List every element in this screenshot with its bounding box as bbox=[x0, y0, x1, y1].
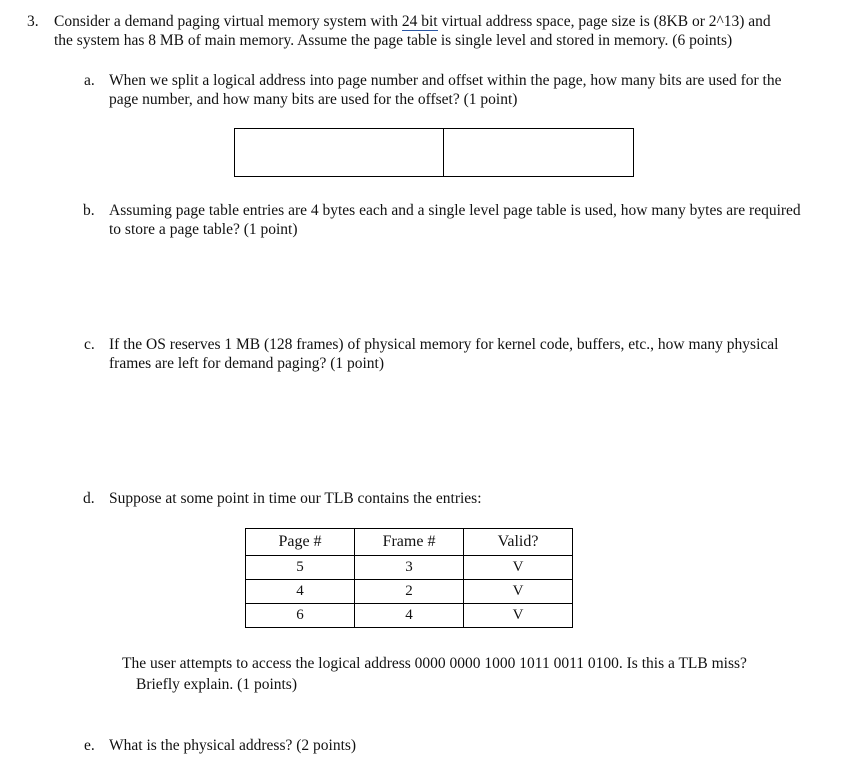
tlb-header-page: Page # bbox=[246, 529, 355, 556]
part-b-label: b. bbox=[83, 202, 95, 219]
part-b-line-2: to store a page table? (1 point) bbox=[109, 221, 298, 238]
address-width-underlined: 24 bit bbox=[401, 13, 438, 30]
tlb-header-valid: Valid? bbox=[464, 529, 573, 556]
table-row bbox=[246, 604, 573, 628]
question-stem-line-1 bbox=[54, 12, 771, 31]
tlb-cell-page: 5 bbox=[246, 556, 355, 580]
tlb-cell-valid: V bbox=[464, 580, 573, 604]
part-c-line-2: frames are left for demand paging? (1 point) bbox=[109, 355, 385, 372]
tlb-cell-valid: V bbox=[464, 604, 573, 628]
part-c-line-1: If the OS reserves 1 MB (128 frames) of physical memory for kernel code, buffers, etc., how many physical bbox=[109, 336, 779, 353]
part-d-followup-1: The user attempts to access the logical address 0000 0000 1000 1011 0011 0100. Is this a TLB miss? bbox=[122, 655, 747, 672]
tlb-cell-page: 4 bbox=[246, 580, 355, 604]
tlb-header-row bbox=[246, 529, 573, 556]
question-number: 3. bbox=[27, 13, 39, 30]
part-b-line-1: Assuming page table entries are 4 bytes each and a single level page table is used, how many bytes are required bbox=[109, 202, 801, 219]
part-d-followup-2: Briefly explain. (1 points) bbox=[136, 676, 297, 693]
question-stem-post: virtual address space, page size is (8KB or 2^13) and bbox=[437, 13, 771, 30]
part-d-line-1: Suppose at some point in time our TLB contains the entries: bbox=[109, 490, 482, 507]
tlb-table bbox=[245, 528, 573, 628]
part-a-line-2: page number, and how many bits are used for the offset? (1 point) bbox=[109, 91, 518, 108]
offset-bits-cell[interactable] bbox=[444, 129, 633, 176]
tlb-header-frame: Frame # bbox=[355, 529, 464, 556]
part-e-label: e. bbox=[84, 737, 95, 754]
tlb-cell-frame: 2 bbox=[355, 580, 464, 604]
tlb-cell-frame: 3 bbox=[355, 556, 464, 580]
part-a-label: a. bbox=[84, 72, 95, 89]
question-stem-line-2: the system has 8 MB of main memory. Assume the page table is single level and stored in memory. (6 points) bbox=[54, 32, 733, 49]
part-a-line-1: When we split a logical address into page number and offset within the page, how many bits are used for the bbox=[109, 72, 782, 89]
table-row bbox=[246, 580, 573, 604]
page-number-bits-cell[interactable] bbox=[235, 129, 444, 176]
tlb-cell-frame: 4 bbox=[355, 604, 464, 628]
part-c-label: c. bbox=[84, 336, 95, 353]
part-d-label: d. bbox=[83, 490, 95, 507]
tlb-cell-page: 6 bbox=[246, 604, 355, 628]
part-e-line-1: What is the physical address? (2 points) bbox=[109, 737, 357, 754]
table-row bbox=[246, 556, 573, 580]
question-stem-pre: Consider a demand paging virtual memory system with bbox=[54, 13, 402, 30]
tlb-cell-valid: V bbox=[464, 556, 573, 580]
answer-box bbox=[234, 128, 634, 177]
